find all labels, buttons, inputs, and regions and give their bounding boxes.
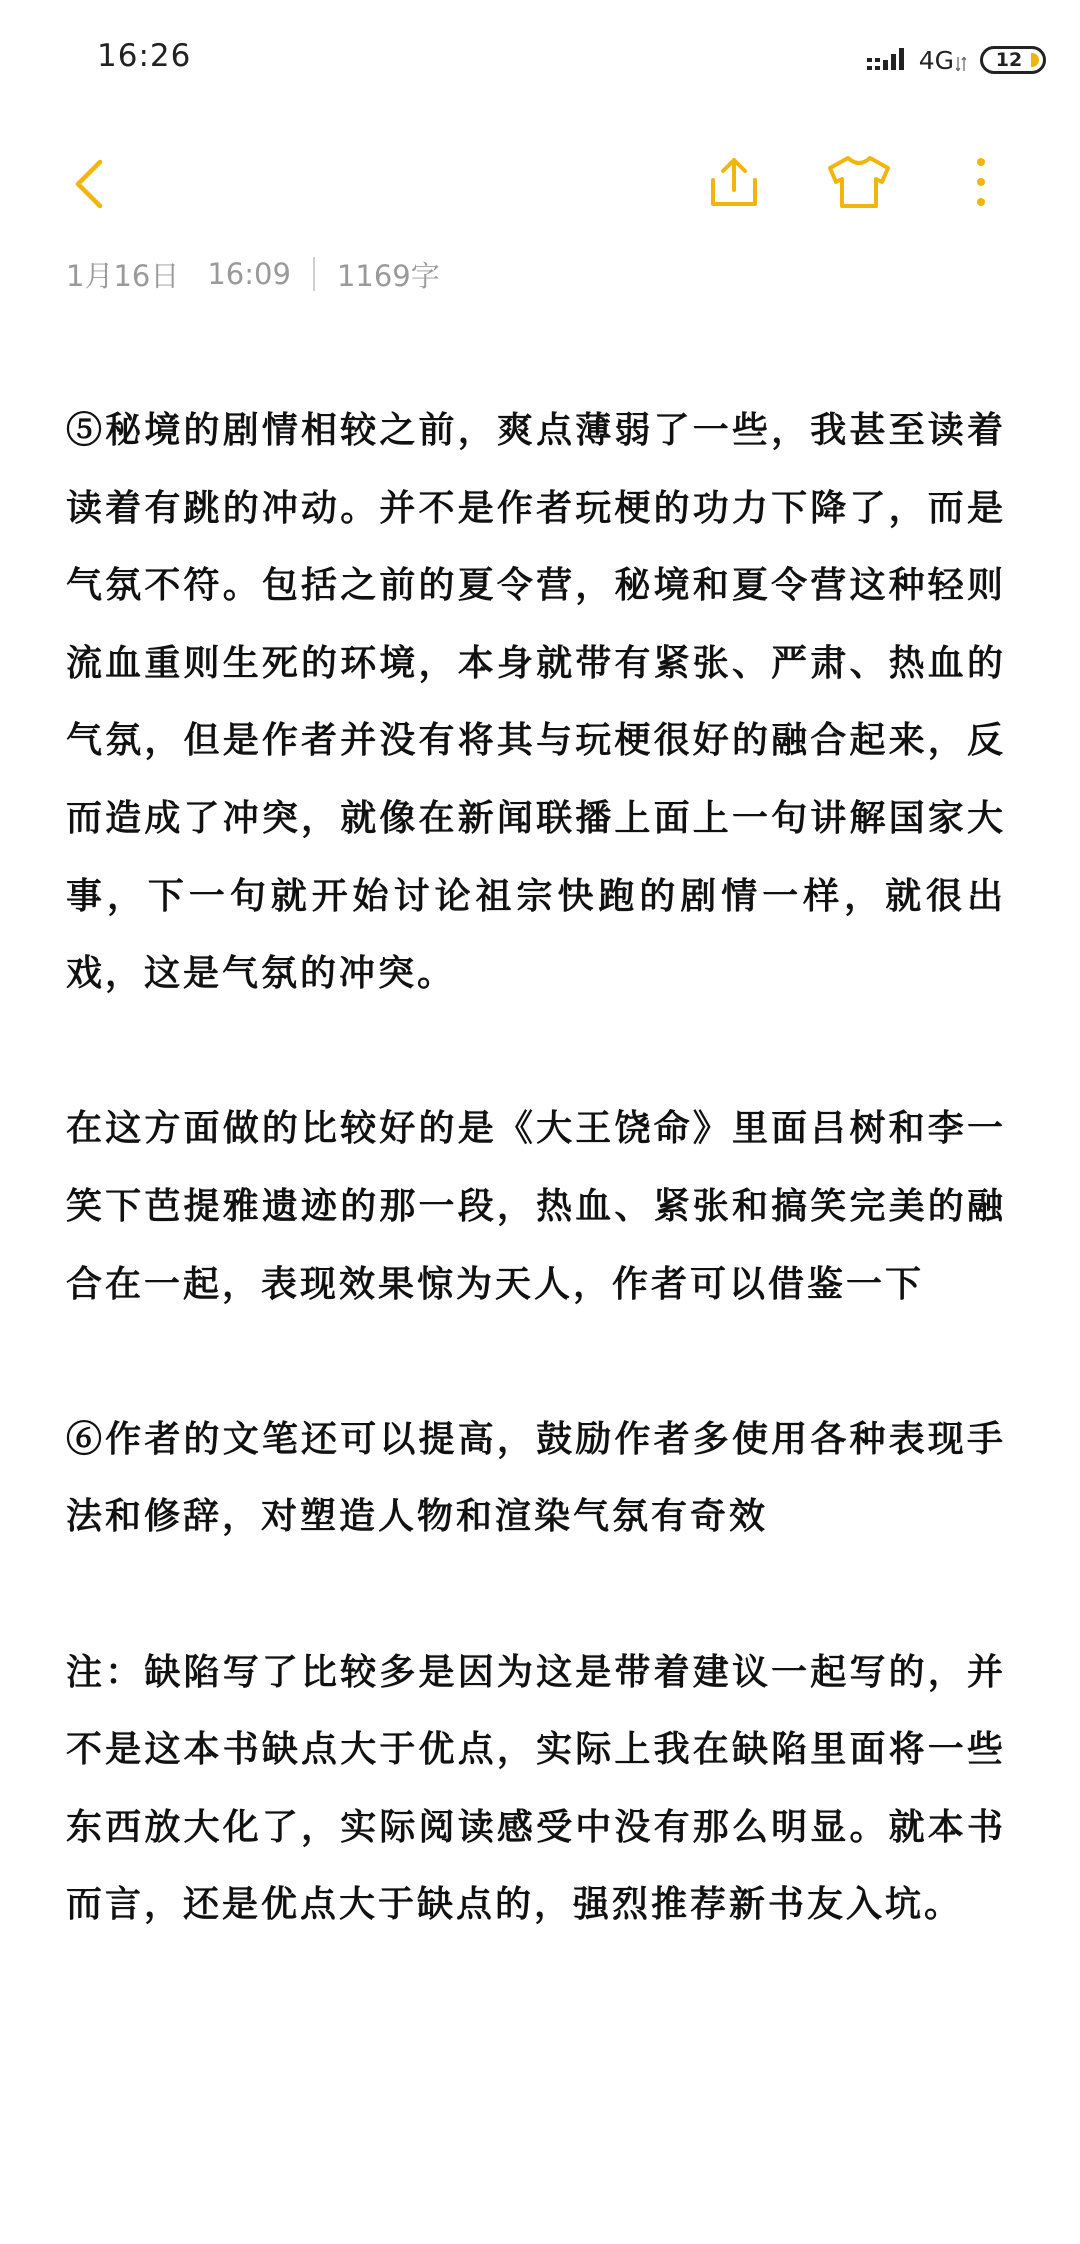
paragraph-gap xyxy=(66,1323,1006,1401)
paragraph-gap xyxy=(66,1556,1006,1634)
status-time: 16:26 xyxy=(97,38,192,74)
status-bar xyxy=(0,0,1080,120)
theme-shirt-icon[interactable] xyxy=(826,152,892,212)
word-count: 1169字 xyxy=(336,258,440,293)
battery-fill xyxy=(1031,53,1039,67)
status-indicators xyxy=(867,40,1046,80)
network-type-label: 4G xyxy=(918,45,954,75)
note-time: 16:09 xyxy=(207,257,291,291)
meta-divider xyxy=(313,257,315,291)
note-paragraph: 在这方面做的比较好的是《大王饶命》里面吕树和李一笑下芭提雅遗迹的那一段，热血、紧张和搞笑完美的融合在一起，表现效果惊为天人，作者可以借鉴一下 xyxy=(66,1107,1006,1305)
note-toolbar xyxy=(0,140,1080,230)
more-vertical-icon[interactable] xyxy=(966,152,996,212)
note-paragraph: 注：缺陷写了比较多是因为这是带着建议一起写的，并不是这本书缺点大于优点，实际上我在缺陷里面将一些东西放大化了，实际阅读感受中没有那么明显。就本书而言，还是优点大于缺点的，强烈推荐新书友入坑。 xyxy=(66,1650,1006,1926)
battery-icon xyxy=(980,46,1046,74)
note-paragraph: ⑥作者的文笔还可以提高，鼓励作者多使用各种表现手法和修辞，对塑造人物和渲染气氛有奇效 xyxy=(66,1417,1006,1538)
note-paragraph: ⑤秘境的剧情相较之前，爽点薄弱了一些，我甚至读着读着有跳的冲动。并不是作者玩梗的功力下降了，而是气氛不符。包括之前的夏令营，秘境和夏令营这种轻则流血重则生死的环境，本身就带有紧张、严肃、热血的气氛，但是作者并没有将其与玩梗很好的融合起来，反而造成了冲突，就像在新闻联播上面上一句讲解国家大事，下一句就开始讨论祖宗快跑的剧情一样，就很出戏，这是气氛的冲突。 xyxy=(66,409,1006,995)
share-icon[interactable] xyxy=(706,152,762,212)
back-icon[interactable] xyxy=(62,154,122,214)
note-meta xyxy=(66,254,440,294)
battery-level: 12 xyxy=(995,49,1023,71)
note-body[interactable] xyxy=(66,392,1006,1944)
note-date: 1月16日 xyxy=(66,258,180,293)
paragraph-gap xyxy=(66,1013,1006,1091)
data-activity-icon xyxy=(956,57,966,71)
signal-icon xyxy=(867,46,907,74)
